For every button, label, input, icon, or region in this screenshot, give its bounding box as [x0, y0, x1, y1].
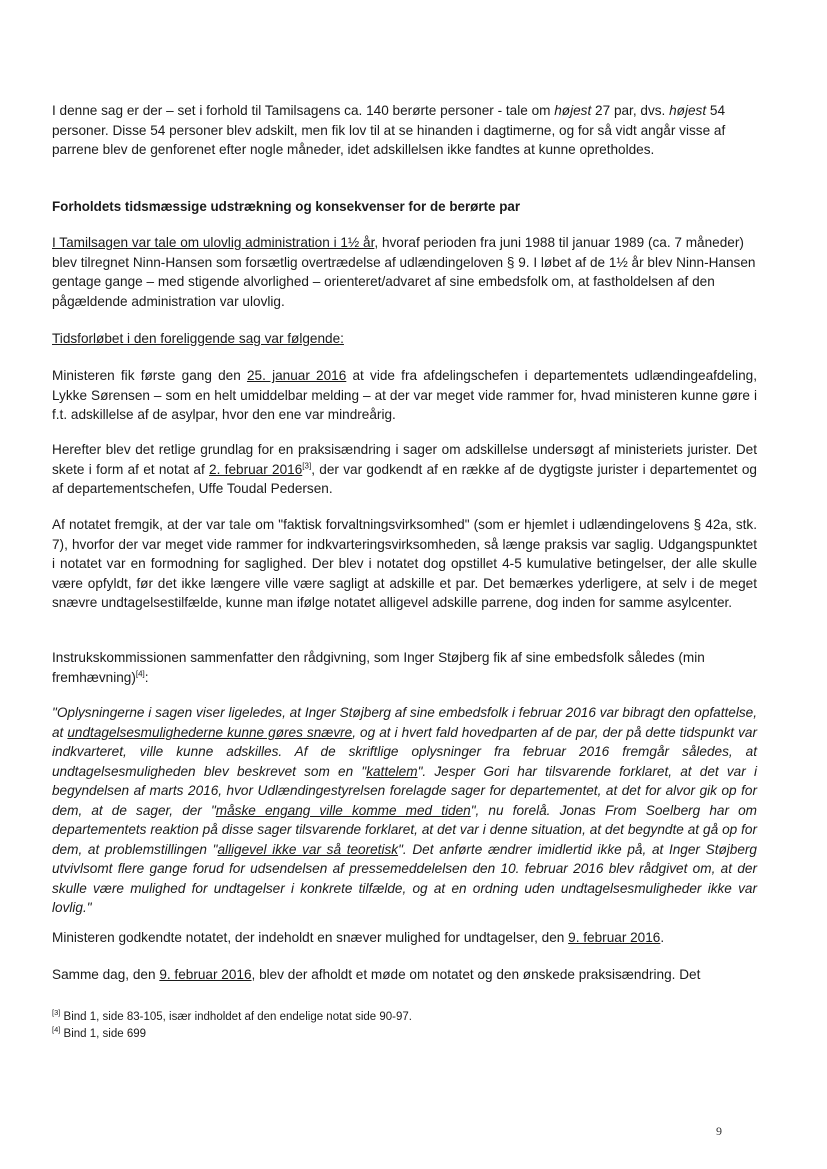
block-quote — [52, 703, 757, 918]
text: , der var godkendt af en række af de dygtigste jurister i departementet og af departementschefen, Uffe Toudal Pedersen. — [52, 461, 757, 496]
underlined-text: undtagelsesmulighederne kunne gøres snævre — [67, 724, 353, 740]
text: ". Jesper Gori har tilsvarende forklaret, at det var i begyndelsen af marts 2016, hvor Udlændingestyrelsen forelagde sager for departementet, at det for alvor gik op for dem, at de sager, der " — [52, 763, 758, 818]
footnote-text: Bind 1, side 83-105, især indholdet af den endelige notat side 90-97. — [60, 1011, 412, 1023]
text: at vide fra afdelingschefen i departementets udlændingeafdeling, Lykke Sørensen – som en helt umiddelbar melding – at der var meget vide rammer for, hvad ministeren kunne gøre i f.t. adskillelse af de asylpar, hvor den ene var mindreårig. — [52, 368, 757, 422]
text: "Oplysningerne i sagen viser ligeledes, at Inger Støjberg af sine embedsfolk i februar 2016 var bibragt den opfattelse, at — [52, 705, 757, 740]
text: I denne sag er der – set i forhold til Tamilsagens ca. 140 berørte personer - tale om — [52, 103, 555, 118]
footnote-ref[interactable]: [4] — [135, 668, 145, 678]
footnote-text: Bind 1, side 699 — [60, 1028, 147, 1040]
paragraph-commission-summary — [52, 648, 757, 687]
text: , hvoraf perioden fra juni 1988 til januar 1989 (ca. 7 måneder) blev tilregnet Ninn-Hansen som forsætlig overtrædelse af udlændingeloven § 9. I løbet af de 1½ år blev Ninn-Hansen gentage gange – med stigende alvorlighed – orienteret/advaret af sine embedsfolk om, at fastholdelsen af den pågældende administration var ulovlig. — [52, 235, 756, 309]
text: : — [144, 669, 149, 685]
date-reference: 9. februar 2016 — [159, 967, 252, 982]
underlined-text: alligevel ikke var så teoretisk — [217, 841, 399, 857]
underlined-text: måske engang ville komme med tiden — [215, 802, 471, 818]
underlined-text: kattelem — [366, 763, 418, 779]
text: ". Det anførte ændrer imidlertid ikke på, at Inger Støjberg utvivlsomt flere gange forud for udsendelsen af pressemeddelelsen den 10. februar 2016 blev rådgivet om, at der skulle være mulighed for undtagelser i konkrete tilfælde, og at en ordning uden undtagelsesmuligheder ikke var lovlig." — [52, 841, 757, 915]
emphasis-hoejest: højest — [669, 103, 707, 118]
paragraph-legal-memo — [52, 440, 757, 499]
page-number: 9 — [716, 1124, 722, 1138]
text: ", nu forelå. Jonas From Soelberg har om departementets reaktion på disse sager tilsvarende forklaret, at det var i denne situation, at det begyndte at gå op for dem, at problemstillingen " — [52, 802, 757, 857]
text: , blev der afholdt et møde om notatet og den ønskede praksisændring. Det — [251, 967, 701, 982]
text: Herefter blev det retlige grundlag for en praksisændring i sager om adskillelse undersøgt af ministeriets jurister. Det skete i form af et notat af — [52, 442, 757, 477]
emphasis-hoejest: højest — [554, 103, 592, 118]
date-reference: 9. februar 2016 — [568, 930, 661, 945]
paragraph-tamil-duration — [52, 233, 757, 311]
section-heading: Forholdets tidsmæssige udstrækning og konsekvenser for de berørte par — [52, 199, 521, 214]
text: Ministeren fik første gang den — [52, 368, 247, 383]
text: . — [660, 930, 665, 945]
text: Af notatet fremgik, at der var tale om "faktisk forvaltningsvirksomhed" (som er hjemlet i udlændingelovens § 42a, stk. 7), hvorfor der var meget vide rammer for indkvarteringsvirksomheden, så længe praksis var saglig. Udgangspunktet i notatet var en formodning for saglighed. Der blev i notatet dog opstillet 4-5 kumulative betingelser, der alle skulle være opfyldt, før det ikke længere ville være sagligt at adskille et par. Det bemærkes yderligere, at selv i de meget snævre undtagelsestilfælde, kunne man ifølge notatet alligevel adskille parrene, dog inden for samme asylcenter. — [52, 517, 757, 610]
underlined-text: I Tamilsagen var tale om ulovlig administration i 1½ år — [52, 235, 375, 250]
paragraph-memo-content — [52, 515, 757, 613]
text: , og at i hvert fald hovedparten af de par, der på dette tidspunkt var indkvarteret, ville kunne adskilles. Af de skriftlige oplysninger fra februar 2016 fremgår således, at undtagelsesmuligheden blev beskrevet som en " — [52, 724, 757, 779]
footnote-ref[interactable]: [3] — [302, 460, 312, 470]
paragraph-first-notice — [52, 366, 757, 425]
footnote-mark: [3] — [52, 1008, 61, 1018]
text: 27 par, dvs. — [591, 103, 670, 118]
date-reference: 25. januar 2016 — [246, 368, 347, 383]
text: Instrukskommissionen sammenfatter den rådgivning, som Inger Støjberg fik af sine embedsfolk således (min fremhævning) — [52, 650, 705, 685]
footnote-4 — [52, 1026, 757, 1042]
paragraph-same-day-meeting — [52, 965, 757, 985]
date-reference: 2. februar 2016 — [209, 461, 303, 477]
text: Samme dag, den — [52, 967, 160, 982]
paragraph-tamil-comparison — [52, 101, 757, 160]
text: 54 personer. Disse 54 personer blev adskilt, men fik lov til at se hinanden i dagtimerne, og for så vidt angår visse af parrene blev de genforenet efter nogle måneder, idet adskillelsen ikke fandtes at kunne opretholdes. — [52, 103, 726, 157]
paragraph-minister-approval — [52, 928, 757, 948]
footnote-mark: [4] — [52, 1025, 61, 1035]
timeline-label: Tidsforløbet i den foreliggende sag var følgende: — [52, 331, 344, 346]
text: Ministeren godkendte notatet, der indeholdt en snæver mulighed for undtagelser, den — [52, 930, 569, 945]
footnote-3 — [52, 1009, 757, 1025]
